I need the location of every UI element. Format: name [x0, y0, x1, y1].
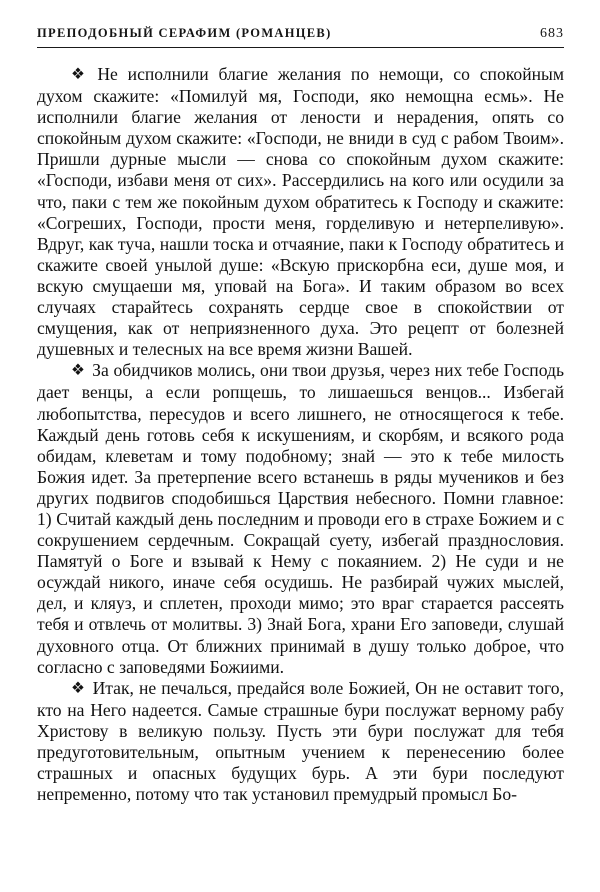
header-rule	[37, 47, 564, 48]
paragraph	[37, 64, 564, 360]
paragraph-text: Итак, не печалься, предайся воле Божией, Он не оставит того, кто на Него надеется. Самые страшные бури послужат верному рабу Христову в великую пользу. Пусть эти бури послужат для тебя предуготовительным, опытным учением к перенесению более страшных и опасных будущих бурь. А эти бури последуют непременно, потому что так установил премудрый промысл Бо-	[37, 677, 564, 805]
paragraph-marker-icon: ❖	[71, 679, 86, 697]
paragraph	[37, 678, 564, 806]
running-title: ПРЕПОДОБНЫЙ СЕРАФИМ (РОМАНЦЕВ)	[37, 26, 332, 40]
paragraph	[37, 360, 564, 677]
paragraph-marker-icon: ❖	[71, 66, 91, 83]
paragraph-marker-icon: ❖	[71, 362, 86, 380]
paragraph-text: За обидчиков молись, они твои друзья, через них тебе Господь дает венцы, а если ропщешь, то лишаешься венцов... Избегай любопытства, пересудов и всего лишнего, не относящегося к тебе. Каждый день готовь себя к искушениям, и скорбям, и всякого рода обидам, клеветам и тому подобному; знай — это к тебе милость Божия идет. За претерпение всего встанешь в ряды мучеников и без других подвигов сподобишься Царствия небесного. Помни главное: 1) Считай каждый день последним и проводи его в страхе Божием и с сокрушением сердечным. Сокращай суету, избегай празднословия. Памятуй о Боге и взывай к Нему с покаянием. 2) Не суди и не осуждай никого, иначе себя осудишь. Не разбирай чужих мыслей, дел, и кляуз, и сплетен, проходи мимо; это враг старается рассеять тебя и отвлечь от молитвы. 3) Знай Бога, храни Его заповеди, слушай духовного отца. От ближних принимай в душу только доброе, что согласно с заповедями Божиими.	[37, 360, 564, 677]
page-number: 683	[540, 26, 564, 41]
page-header	[37, 26, 564, 42]
paragraph-text: Не исполнили благие желания по немощи, со спокойным духом скажите: «Помилуй мя, Господи, яко немощна есмь». Не исполнили благие желания от лености и нерадения, опять со спокойным духом скажите: «Господи, не вниди в суд с рабом Твоим». Пришли дурные мысли — снова со спокойным духом скажите: «Господи, избави меня от сих». Рассердились на кого или осудили за что, паки с тем же покойным духом обратитесь к Господу и скажите: «Согреших, Господи, прости меня, горделивую и нетерпеливую». Вдруг, как туча, нашли тоска и отчаяние, паки к Господу обратитесь и скажите своей унылой душе: «Вскую прискорбна еси, душе моя, и вскую смущаеши мя, уповай на Бога». И таким образом во всех случаях старайтесь сохранять сердце свое в спокойствии от смущения, как от неприязненного духа. Это рецепт от болезней душевных и телесных на все время жизни Вашей.	[37, 64, 564, 360]
body-text	[37, 64, 564, 805]
